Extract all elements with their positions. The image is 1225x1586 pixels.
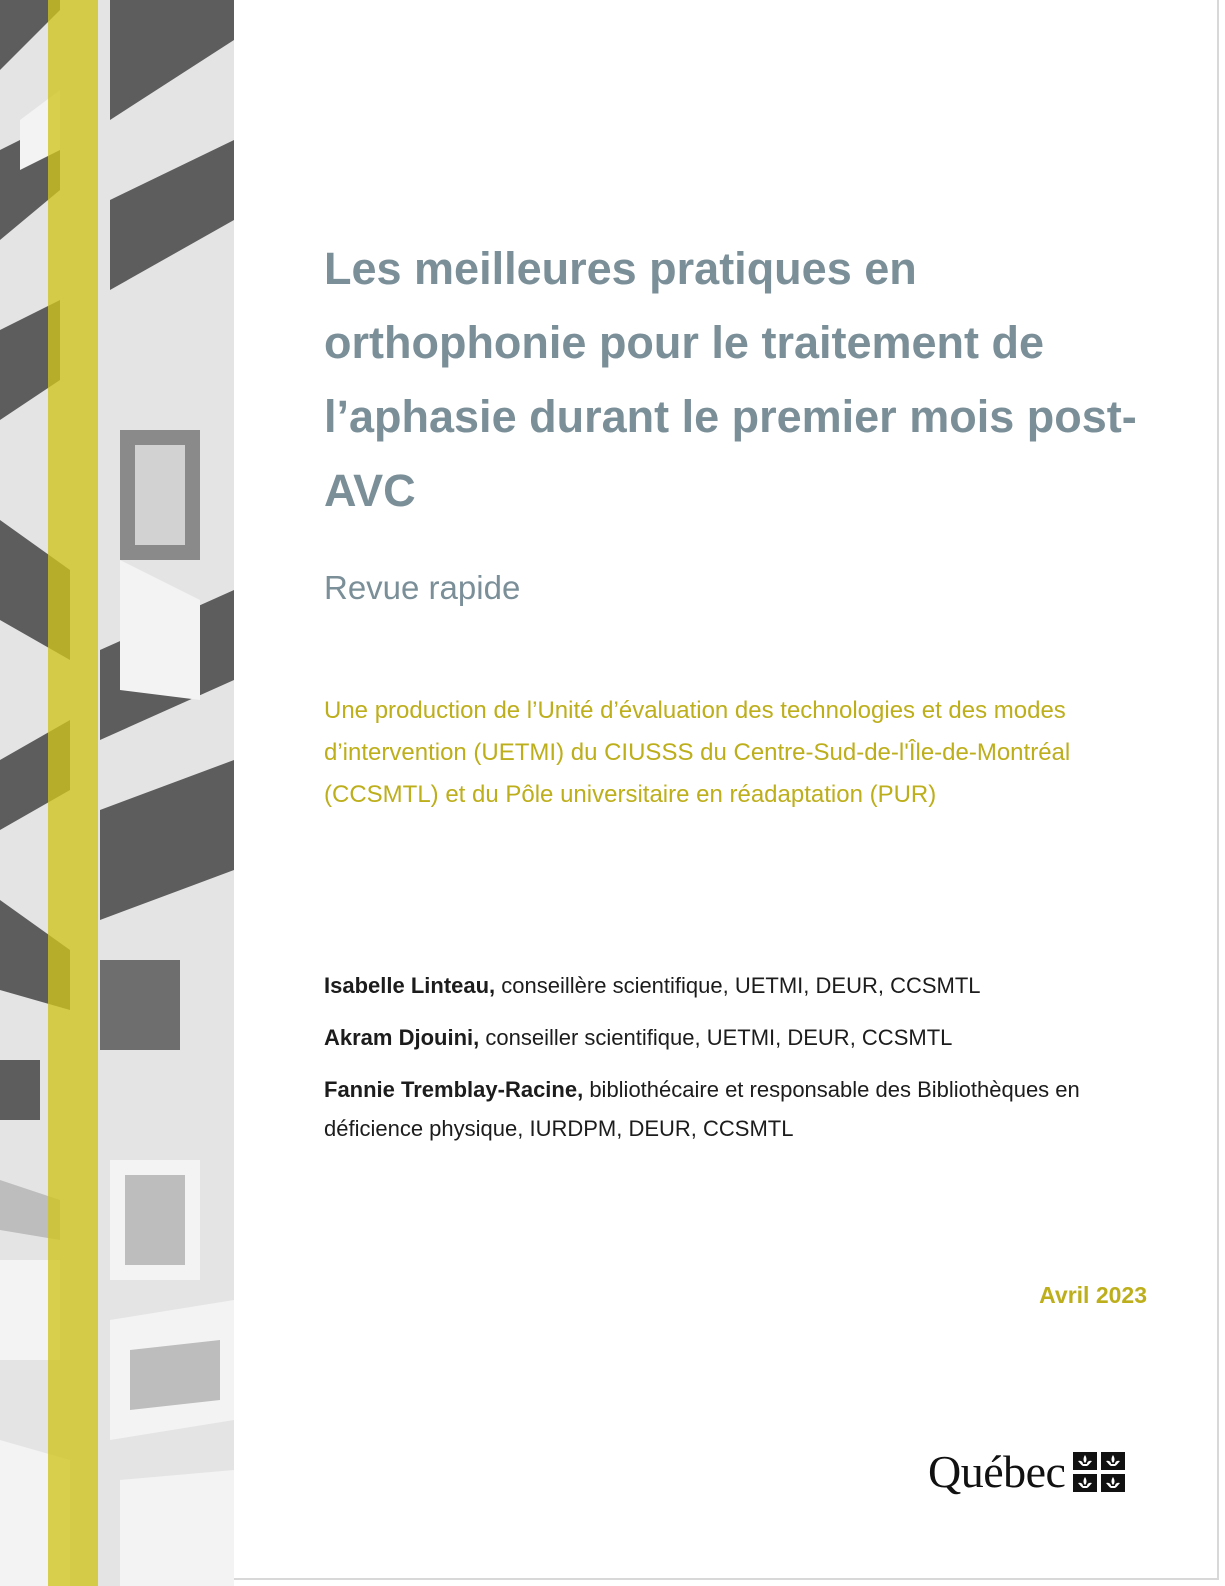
- fleur-de-lis-flag-icon: [1073, 1452, 1125, 1492]
- author-list: [324, 966, 1144, 1161]
- author-entry: [324, 1018, 1144, 1057]
- publication-date: Avril 2023: [1039, 1282, 1147, 1308]
- production-statement: Une production de l’Unité d’évaluation des technologies et des modes d’intervention (UETMI) du CIUSSS du Centre-Sud-de-l'Île-de-Montréal (CCSMTL) et du Pôle universitaire en réadaptation (PUR): [324, 697, 1071, 808]
- author-role: bibliothécaire et responsable des Bibliothèques en déficience physique, IURDPM, DEUR, CCSMTL: [324, 1077, 1080, 1141]
- cover-photo: [0, 0, 234, 1586]
- author-role: conseillère scientifique, UETMI, DEUR, CCSMTL: [495, 973, 981, 998]
- document-subtitle: Revue rapide: [324, 569, 521, 606]
- gold-stripe: [48, 0, 98, 1586]
- quebec-wordmark: Québec: [928, 1446, 1066, 1497]
- author-name: Fannie Tremblay-Racine,: [324, 1077, 584, 1102]
- author-entry: [324, 966, 1144, 1005]
- cover-photo-pattern: [0, 0, 234, 1586]
- author-name: Akram Djouini,: [324, 1025, 480, 1050]
- author-role: conseiller scientifique, UETMI, DEUR, CCSMTL: [479, 1025, 953, 1050]
- quebec-logo: [928, 1448, 1125, 1496]
- document-title: Les meilleures pratiques en orthophonie pour le traitement de l’aphasie durant le premier mois post-AVC: [324, 243, 1137, 516]
- author-name: Isabelle Linteau,: [324, 973, 496, 998]
- author-entry: [324, 1070, 1144, 1148]
